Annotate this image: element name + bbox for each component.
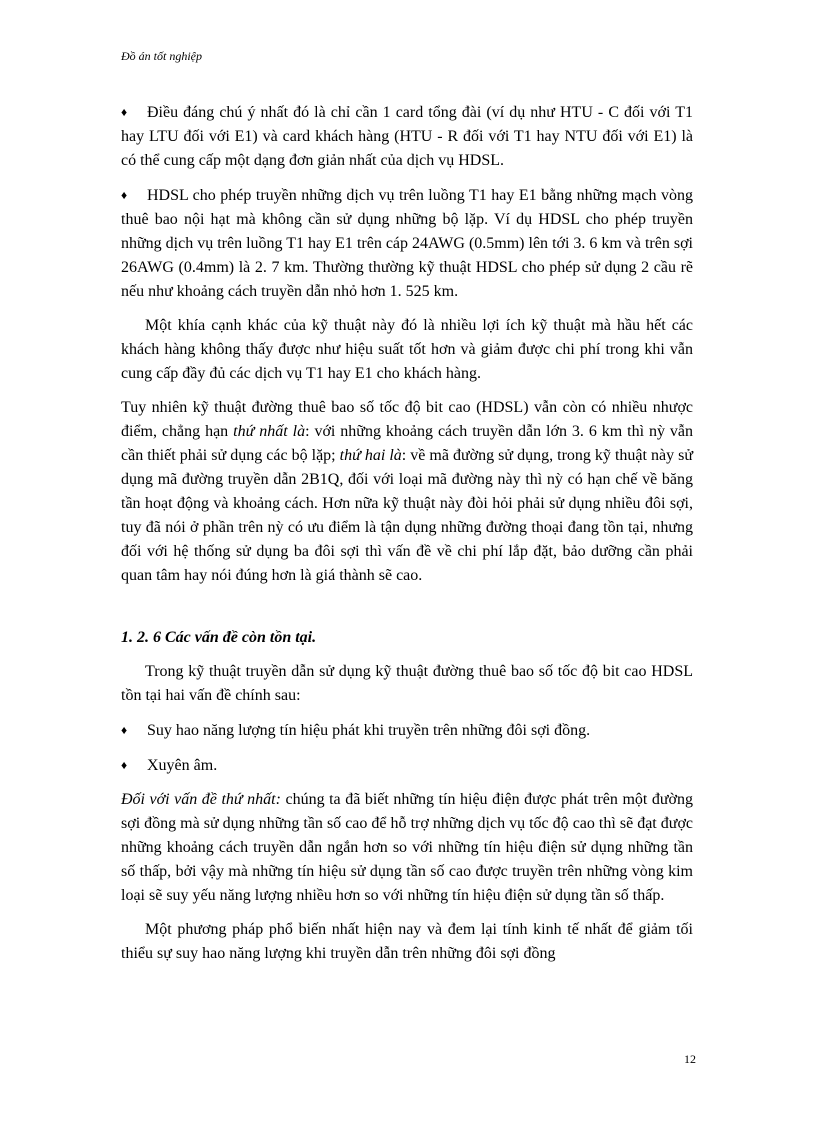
paragraph-first-issue <box>121 788 693 908</box>
paragraph-method: Một phương pháp phổ biến nhất hiện nay và đem lại tính kinh tế nhất để giảm tối thiểu sự suy hao năng lượng khi truyền dẫn trên những đôi sợi đồng <box>121 921 693 962</box>
text-run: : về mã đường sử dụng, trong kỹ thuật này sử dụng mã đường truyền dẫn 2B1Q, đối với loại mã đường này thì nỳ có hạn chế về băng tần hoạt động và khoảng cách. Hơn nữa kỹ thuật này đòi hỏi phải sử dụng nhiều đôi sợi, tuy đã nói ở phần trên nỳ có ưu điểm là tận dụng những đường thoại đang tồn tại, nhưng đối với hệ thống sử dụng ba đôi sợi thì vấn đề về chi phí lắp đặt, bảo dưỡng cần phải quan tâm hay nói đúng hơn là giá thành sẽ cao. <box>121 447 694 584</box>
italic-term: thứ hai là <box>339 447 402 464</box>
bullet-text: Xuyên âm. <box>147 757 218 774</box>
paragraph-benefits: Một khía cạnh khác của kỹ thuật này đó là nhiều lợi ích kỹ thuật mà hầu hết các khách hàng không thấy được như hiệu suất tốt hơn và giảm được chi phí trong khi vẫn cung cấp đầy đủ các dịch vụ T1 hay E1 cho khách hàng. <box>121 317 693 382</box>
diamond-bullet-icon: ♦ <box>121 105 128 119</box>
diamond-bullet-icon: ♦ <box>121 188 128 202</box>
bullet-item-1 <box>121 718 693 743</box>
running-header: Đồ án tốt nghiệp <box>121 49 202 63</box>
bullet-item-2 <box>121 753 693 778</box>
diamond-bullet-icon: ♦ <box>121 758 128 772</box>
paragraph-text: HDSL cho phép truyền những dịch vụ trên luồng T1 hay E1 bằng những mạch vòng thuê bao nội hạt mà không cần sử dụng những bộ lặp. Ví dụ HDSL cho phép truyền những dịch vụ trên luồng T1 hay E1 trên cáp 24AWG (0.5mm) lên tới 3. 6 km và trên sợi 26AWG (0.4mm) là 2. 7 km. Thường thường kỹ thuật HDSL cho phép sử dụng 2 cầu rẽ nếu như khoảng cách truyền dẫn nhỏ hơn 1. 525 km. <box>121 187 693 300</box>
page-number: 12 <box>684 1052 696 1066</box>
diamond-bullet-icon: ♦ <box>121 723 128 737</box>
page-body <box>121 100 693 976</box>
text-run: Tuy nhiên kỹ thuật đường thuê bao số tốc độ bit cao (HDSL) vẫn còn có nhiều nhược điểm, chẳng hạn <box>121 399 693 440</box>
text-run: chúng ta đã biết những tín hiệu điện được phát trên một đường sợi đồng mà sử dụng những tần số cao để hỗ trợ những dịch vụ tốc độ cao thì sẽ đạt được những khoảng cách truyền dẫn ngắn hơn so với những tín hiệu điện sử dụng những tần số thấp, bởi vậy mà những tín hiệu sử dụng tần số cao được truyền trên những vòng kim loại sẽ suy yếu năng lượng nhiều hơn so với những tín hiệu điện sử dụng tần số thấp. <box>121 791 694 904</box>
bullet-paragraph-1 <box>121 100 693 173</box>
text-run: : với những khoảng cách truyền dẫn lớn 3. 6 km thì nỳ vẫn cần thiết phải sử dụng các bộ lặp; <box>121 423 694 464</box>
italic-lead: Đối với vấn đề thứ nhất: <box>121 791 281 808</box>
bullet-paragraph-2 <box>121 183 693 304</box>
italic-term: thứ nhất là <box>233 423 306 440</box>
paragraph-drawbacks <box>121 396 693 588</box>
bullet-text: Suy hao năng lượng tín hiệu phát khi truyền trên những đôi sợi đồng. <box>147 722 591 739</box>
section-heading: 1. 2. 6 Các vấn đề còn tồn tại. <box>121 629 317 646</box>
paragraph-text: Điều đáng chú ý nhất đó là chỉ cần 1 card tổng đài (ví dụ như HTU - C đối với T1 hay LTU đối với E1) và card khách hàng (HTU - R đối với T1 hay NTU đối với E1) là có thể cung cấp một dạng đơn giản nhất của dịch vụ HDSL. <box>121 104 693 169</box>
paragraph-intro: Trong kỹ thuật truyền dẫn sử dụng kỹ thuật đường thuê bao số tốc độ bit cao HDSL tồn tại hai vấn đề chính sau: <box>121 663 693 704</box>
